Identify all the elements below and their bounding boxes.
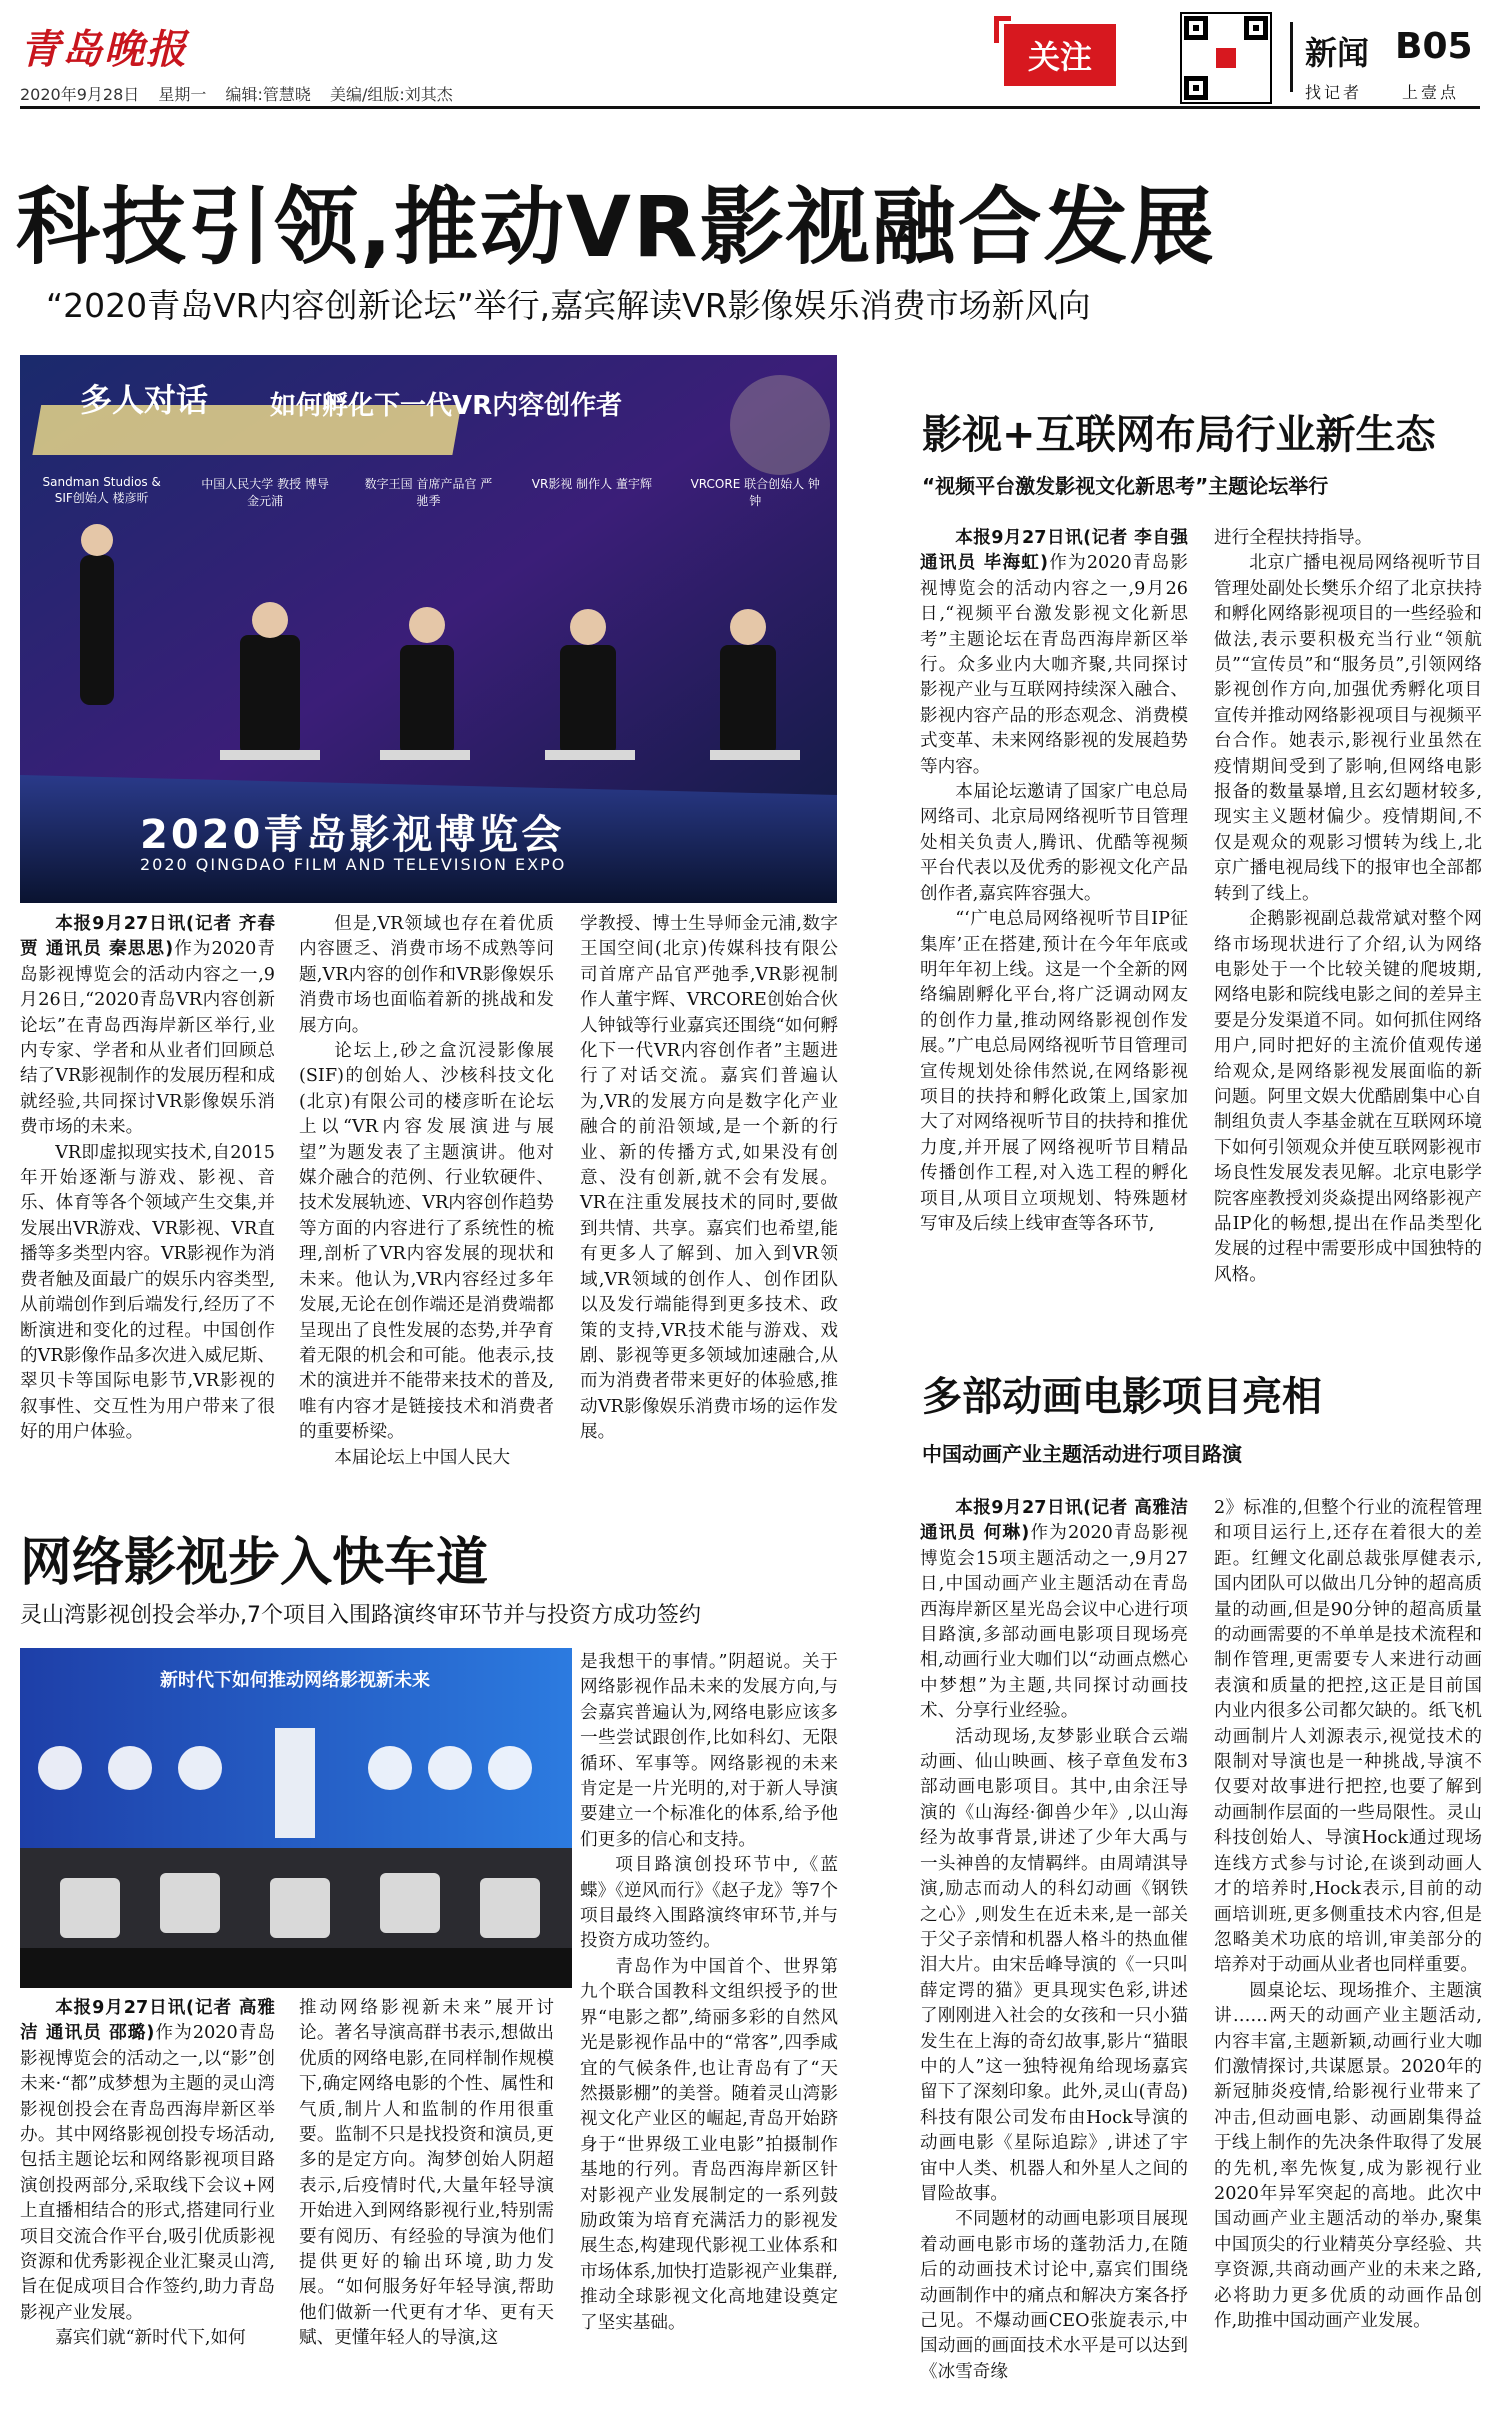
- article-paragraph: 本报9月27日讯(记者 高雅洁 通讯员 何琳)作为2020青岛影视博览会15项主题活动之一,9月27日,中国动画产业主题活动在青岛西海岸新区星光岛会议中心进行项目路演,多部动画电影项目现场亮相,动画行业大咖们以“动画点燃心中梦想”为主题,共同探讨动画技术、分享行业经验。: [920, 1498, 1188, 1722]
- forum-photo: [20, 355, 837, 903]
- main-column-1: [20, 912, 275, 1457]
- story3-column-1: [920, 1496, 1188, 2396]
- story4-subheadline: 灵山湾影视创投会举办,7个项目入围路演终审环节并与投资方成功签约: [20, 1603, 701, 1628]
- forum-banner: 多人对话: [80, 381, 209, 419]
- article-paragraph: 本届论坛上中国人民大: [334, 1447, 511, 1468]
- story3-subheadline: 中国动画产业主题活动进行项目路演: [922, 1442, 1242, 1466]
- article-paragraph: 但是,VR领域也存在着优质内容匮乏、消费市场不成熟等问题,VR内容的创作和VR影像娱乐消费市场也面临着新的挑战和发展方向。: [299, 914, 554, 1036]
- speaker-label: VRCORE 联合创始人 钟钟: [690, 477, 820, 508]
- story4-column-1: [20, 1996, 275, 2396]
- qr-code-icon: [1180, 12, 1272, 104]
- qr-finder-icon: [1244, 16, 1268, 40]
- expo-title: 2020青岛影视博览会: [140, 812, 565, 858]
- article-paragraph: 是我想干的事情。”阴超说。关于网络影视作品未来的发展方向,与会嘉宾普遍认为,网络电影应该多一些尝试跟创作,比如科幻、无限循环、军事等。网络影视的未来肯定是一片光明的,对于新人导演要建立一个标准化的体系,给予他们更多的信心和支持。: [580, 1652, 838, 1850]
- issue-weekday: 星期一: [158, 85, 207, 104]
- article-paragraph: “‘广电总局网络视听节目IP征集库’正在搭建,预计在今年年底或明年年初上线。这是一个全新的网络编剧孵化平台,将广泛调动网友的创作力量,推动网络影视创作发展。”广电总局网络视听节目管理司宣传规划处徐伟然说,在网络影视项目的扶持和孵化政策上,国家加大了对网络视听节目的扶持和推优力度,并开展了网络视听节目精品传播创作工程,对入选工程的孵化项目,从项目立项规划、特殊题材写审及后续上线审查等各环节,: [920, 909, 1188, 1234]
- speaker-label: 数字王国 首席产品官 严驰季: [364, 477, 493, 508]
- main-headline: 科技引领,推动VR影视融合发展: [16, 178, 1216, 276]
- article-paragraph: 项目路演创投环节中,《蓝蝶》《逆风而行》《赵子龙》等7个项目最终入围路演终审环节,并与投资方成功签约。: [580, 1855, 838, 1952]
- qr-center-mark: [1216, 48, 1236, 68]
- story2-subheadline: “视频平台激发影视文化新思考”主题论坛举行: [922, 474, 1329, 498]
- reporter-sub: 上壹点: [1402, 83, 1460, 102]
- article-paragraph: 不同题材的动画电影项目展现着动画电影市场的蓬勃活力,在随后的动画技术讨论中,嘉宾们围绕动画制作中的痛点和解决方案各抒己见。不爆动画CEO张旋表示,中国动画的画面技术水平是可以达到《冰雪奇缘: [920, 2209, 1188, 2382]
- article-paragraph: 2》标准的,但整个行业的流程管理和项目运行上,还存在着很大的差距。红鲤文化副总裁张厚健表示,国内团队可以做出几分钟的超高质量的动画,但是90分钟的超高质量的动画需要的不单单是技术流程和制作管理,更需要专人来进行动画表演和质量的把控,这正是目前国内业内很多公司都欠缺的。纸飞机动画制片人刘源表示,视觉技术的限制对导演也是一种挑战,导演不仅要对故事进行把控,也要了解到动画制作层面的一些局限性。灵山科技创始人、导演Hock通过现场连线方式参与讨论,在谈到动画人才的培养时,Hock表示,目前的动画培训班,更多侧重技术内容,但是忽略美术功底的培训,审美部分的培养对于动画从业者也同样重要。: [1214, 1498, 1482, 1976]
- expo-title-en: 2020 QINGDAO FILM AND TELEVISION EXPO: [140, 855, 567, 874]
- article-paragraph: 嘉宾们就“新时代下,如何: [55, 2328, 246, 2349]
- byline: 本报9月27日讯(记者 齐春贾 通讯员 秦思思): [20, 914, 275, 960]
- issue-date: 2020年9月28日: [20, 85, 140, 104]
- story2-column-2: [1214, 526, 1482, 1286]
- reporter-label: 找记者: [1305, 83, 1363, 102]
- story4-headline: 网络影视步入快车道: [20, 1533, 489, 1593]
- designer-credit: 美编/组版:刘其杰: [329, 85, 453, 104]
- pitch-banner: 新时代下如何推动网络影视新未来: [160, 1670, 430, 1691]
- editor-credit: 编辑:管慧晓: [225, 85, 311, 104]
- main-subheadline: “2020青岛VR内容创新论坛”举行,嘉宾解读VR影像娱乐消费市场新风向: [46, 286, 1091, 325]
- byline: 本报9月27日讯(记者 高雅洁 通讯员 邵璐): [20, 1998, 275, 2044]
- follow-badge: 关注: [1004, 24, 1116, 86]
- article-paragraph: 学教授、博士生导师金元浦,数字王国空间(北京)传媒科技有限公司首席产品官严弛季,VR影视制作人董宇辉、VRCORE创始合伙人钟钺等行业嘉宾还围绕“如何孵化下一代VR内容创作者”主题进行了对话交流。嘉宾们普遍认为,VR的发展方向是数字化产业融合的前沿领域,是一个新的行业、新的传播方式,如果没有创意、没有创新,就不会有发展。VR在注重发展技术的同时,要做到共情、共享。嘉宾们也希望,能有更多人了解到、加入到VR领域,VR领域的创作人、创作团队以及发行端能得到更多技术、政策的支持,VR技术能与游戏、戏剧、影视等更多领域加速融合,从而为消费者带来更好的体验感,推动VR影像娱乐消费市场的运作发展。: [580, 914, 838, 1443]
- article-paragraph: 本届论坛邀请了国家广电总局网络司、北京局网络视听节目管理处相关负责人,腾讯、优酷等视频平台代表以及优秀的影视文化产品创作者,嘉宾阵容强大。: [920, 782, 1188, 904]
- dateline: [20, 82, 467, 105]
- story2-headline: 影视+互联网布局行业新生态: [922, 412, 1436, 458]
- story3-headline: 多部动画电影项目亮相: [922, 1374, 1322, 1420]
- article-paragraph: 论坛上,砂之盒沉浸影像展(SIF)的创始人、沙核科技文化(北京)有限公司的楼彦昕在论坛上以“VR内容发展演进与展望”为题发表了主题演讲。他对媒介融合的范例、行业软硬件、技术发展轨迹、VR内容创作趋势等方面的内容进行了系统性的梳理,剖析了VR内容发展的现状和未来。他认为,VR内容经过多年发展,无论在创作端还是消费端都呈现出了良性发展的态势,并孕育着无限的机会和可能。他表示,技术的演进并不能带来技术的普及,唯有内容才是链接技术和消费者的重要桥梁。: [299, 1041, 554, 1443]
- qr-finder-icon: [1184, 76, 1208, 100]
- story4-column-3: [580, 1650, 838, 2396]
- story4-column-2: [299, 1996, 554, 2396]
- reporter-line: [1305, 80, 1499, 103]
- main-column-3: [580, 912, 838, 1457]
- article-paragraph: 圆桌论坛、现场推介、主题演讲……两天的动画产业主题活动,内容丰富,主题新颖,动画行业大咖们激情探讨,共谋愿景。2020年的新冠肺炎疫情,给影视行业带来了冲击,但动画电影、动画剧集得益于线上制作的先决条件取得了发展的先机,率先恢复,成为影视行业2020年异军突起的高地。此次中国动画产业主题活动的举办,聚集中国顶尖的行业精英分享经验、共享资源,共商动画产业的未来之路,必将助力更多优质的动画作品创作,助推中国动画产业发展。: [1214, 1980, 1482, 2331]
- article-paragraph: 本报9月27日讯(记者 高雅洁 通讯员 邵璐)作为2020青岛影视博览会的活动之一,以“影”创未来·“都”成梦想为主题的灵山湾影视创投会在青岛西海岸新区举办。其中网络影视创投专场活动,包括主题论坛和网络影视项目路演创投两部分,采取线下会议+网上直播相结合的形式,搭建同行业项目交流合作平台,吸引优质影视资源和优秀影视企业汇聚灵山湾,旨在促成项目合作签约,助力青岛影视产业发展。: [20, 1998, 275, 2323]
- article-paragraph: 本报9月27日讯(记者 齐春贾 通讯员 秦思思)作为2020青岛影视博览会的活动内容之一,9月26日,“2020青岛VR内容创新论坛”在青岛西海岸新区举行,业内专家、学者和从业者们回顾总结了VR影视制作的发展历程和成就经验,共同探讨VR影像娱乐消费市场的未来。: [20, 914, 275, 1138]
- page-number: B05: [1395, 26, 1473, 67]
- masthead: [0, 0, 1500, 112]
- newspaper-logo: 青岛晚报: [20, 26, 188, 73]
- masthead-rule: [20, 106, 1480, 109]
- article-paragraph: VR即虚拟现实技术,自2015年开始逐渐与游戏、影视、音乐、体育等各个领域产生交集,并发展出VR游戏、VR影视、VR直播等多类型内容。VR影视作为消费者触及面最广的娱乐内容类型,从前端创作到后端发行,经历了不断演进和变化的过程。中国创作的VR影像作品多次进入威尼斯、翠贝卡等国际电影节,VR影视的叙事性、交互性为用户带来了很好的用户体验。: [20, 1142, 275, 1443]
- speaker-label: VR影视 制作人 董宇辉: [531, 477, 652, 491]
- main-column-2: [299, 912, 554, 1468]
- masthead-divider: [1290, 22, 1293, 92]
- section-name: 新闻: [1305, 34, 1370, 72]
- article-paragraph: 进行全程扶持指导。: [1214, 528, 1373, 548]
- story3-column-2: [1214, 1496, 1482, 2396]
- article-paragraph: 青岛作为中国首个、世界第九个联合国教科文组织授予的世界“电影之都”,绮丽多彩的自然风光是影视作品中的“常客”,四季咸宜的气候条件,也让青岛有了“天然摄影棚”的美誉。随着灵山湾影视文化产业区的崛起,青岛开始跻身于“世界级工业电影”拍摄制作基地的行列。青岛西海岸新区针对影视产业发展制定的一系列鼓励政策为培育充满活力的影视发展生态,构建现代影视工业体系和市场体系,加快打造影视产业集群,推动全球影视文化高地建设奠定了坚实基础。: [580, 1956, 838, 2333]
- story2-column-1: [920, 526, 1188, 1286]
- speaker-labels: [20, 475, 837, 509]
- article-paragraph: 推动网络影视新未来”展开讨论。著名导演高群书表示,想做出优质的网络电影,在同样制作规模下,确定网络电影的个性、属性和气质,制片人和监制的作用很重要。监制不只是找投资和演员,更多的是定方向。淘梦创始人阴超表示,后疫情时代,大量年轻导演开始进入到网络影视行业,特别需要有阅历、有经验的导演为他们提供更好的输出环境,助力发展。“如何服务好年轻导演,帮助他们做新一代更有才华、更有天赋、更懂年轻人的导演,这: [299, 1998, 554, 2349]
- forum-banner-sub: 如何孵化下一代VR内容创作者: [270, 391, 623, 421]
- article-paragraph: 本报9月27日讯(记者 李自强 通讯员 毕海虹)作为2020青岛影视博览会的活动内容之一,9月26日,“视频平台激发影视文化新思考”主题论坛在青岛西海岸新区举行。众多业内大咖齐聚,共同探讨影视产业与互联网持续深入融合、影视内容产品的形态观念、消费模式变革、未来网络影视的发展趋势等内容。: [920, 528, 1188, 777]
- byline: 本报9月27日讯(记者 高雅洁 通讯员 何琳): [920, 1498, 1188, 1544]
- article-paragraph: 企鹅影视副总裁常斌对整个网络市场现状进行了介绍,认为网络电影处于一个比较关键的爬坡期,网络电影和院线电影之间的差异主要是分发渠道不同。如何抓住网络用户,同时把好的主流价值观传递给观众,是网络影视发展面临的新问题。阿里文娱大优酷剧集中心自制组负责人李基金就在互联网环境下如何引领观众并使互联网影视市场良性发展发表见解。北京电影学院客座教授刘炎焱提出网络影视产品IP化的畅想,提出在作品类型化发展的过程中需要形成中国独特的风格。: [1214, 909, 1482, 1285]
- pitch-session-photo: [20, 1648, 572, 1988]
- article-paragraph: 活动现场,友梦影业联合云端动画、仙山映画、核子章鱼发布3部动画电影项目。其中,由余汪导演的《山海经·御兽少年》,以山海经为故事背景,讲述了少年大禹与一头神兽的友情羁绊。由周靖淇导演,励志而动人的科幻动画《钢铁之心》,则发生在近未来,是一部关于父子亲情和机器人格斗的热血催泪大片。由宋岳峰导演的《一只叫薛定谔的猫》更具现实色彩,讲述了刚刚进入社会的女孩和一只小猫发生在上海的奇幻故事,影片“猫眼中的人”这一独特视角给现场嘉宾留下了深刻印象。此外,灵山(青岛)科技有限公司发布由Hock导演的动画电影《星际追踪》,讲述了宇宙中人类、机器人和外星人之间的冒险故事。: [920, 1726, 1188, 2204]
- byline: 本报9月27日讯(记者 李自强 通讯员 毕海虹): [920, 528, 1188, 574]
- qr-finder-icon: [1184, 16, 1208, 40]
- speaker-label: 中国人民大学 教授 博导 金元浦: [201, 477, 329, 508]
- article-paragraph: 北京广播电视局网络视听节目管理处副处长樊乐介绍了北京扶持和孵化网络影视项目的一些经验和做法,表示要积极充当行业“领航员”“宣传员”和“服务员”,引领网络影视创作方向,加强优秀孵化项目宣传并推动网络影视项目与视频平台合作。她表示,影视行业虽然在疫情期间受到了影响,但网络电影报备的数量暴增,且玄幻题材较多,现实主义题材偏少。疫情期间,不仅是观众的观影习惯转为线上,北京广播电视局线下的报审也全部都转到了线上。: [1214, 553, 1482, 904]
- speaker-label: Sandman Studios & SIF创始人 楼彦昕: [42, 475, 161, 505]
